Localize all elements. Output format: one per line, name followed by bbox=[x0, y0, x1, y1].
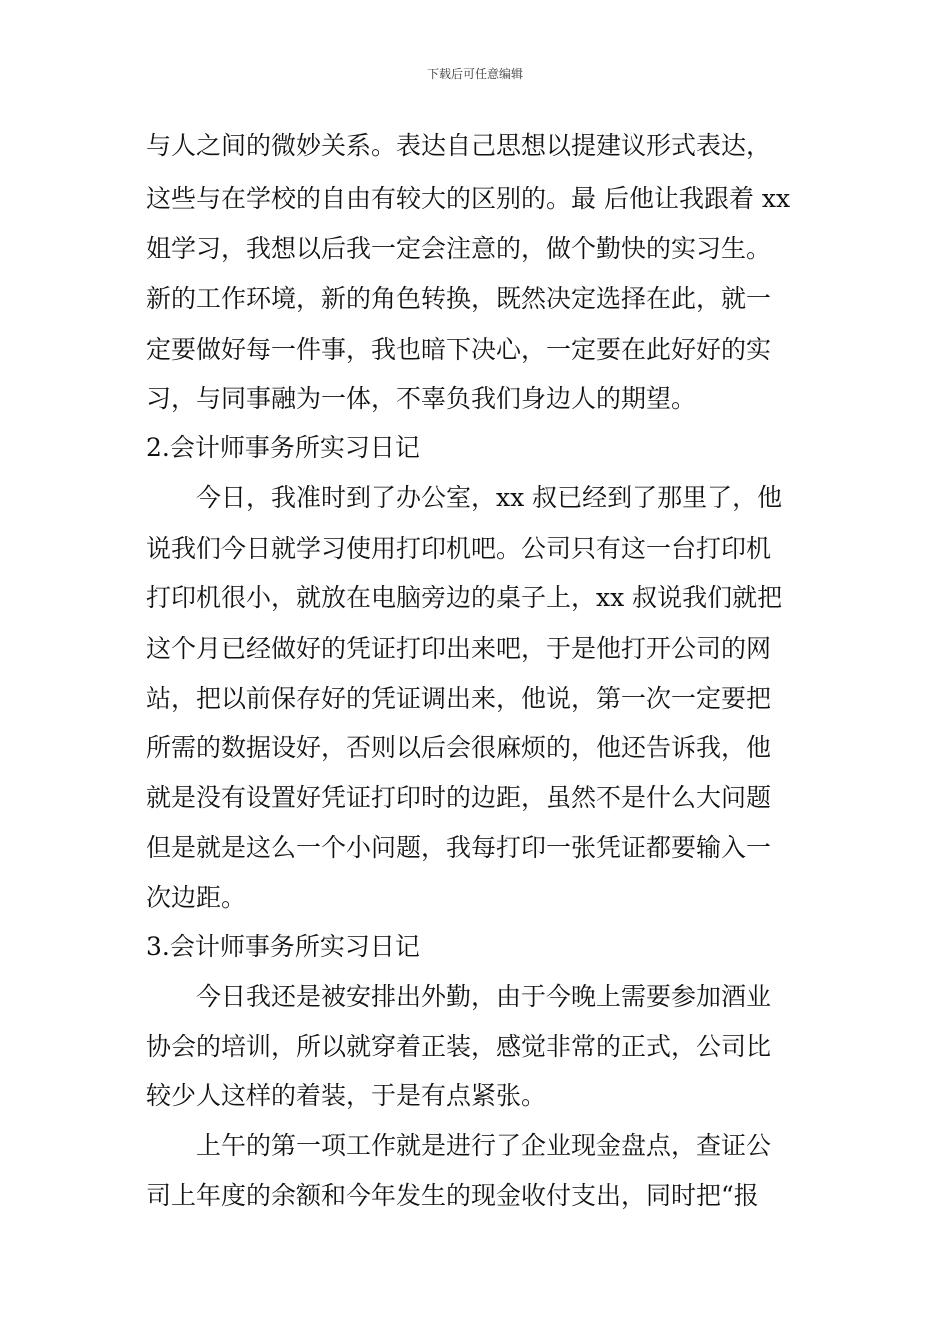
text-line: 定要做好每一件事，我也暗下决心，一定要在此好好的实 bbox=[146, 335, 772, 364]
text-line: 今日，我准时到了办公室，xx 叔已经到了那里了，他 bbox=[146, 483, 783, 512]
section-heading: 3.会计师事务所实习日记 bbox=[146, 932, 420, 961]
text-line: 但是就是这么一个小问题，我每打印一张凭证都要输入一 bbox=[146, 833, 772, 862]
text-line: 新的工作环境，新的角色转换，既然决定选择在此，就一 bbox=[146, 284, 772, 313]
text-line: 上午的第一项工作就是进行了企业现金盘点，查证公 bbox=[146, 1131, 772, 1160]
text-line: 就是没有设置好凭证打印时的边距，虽然不是什么大问题 bbox=[146, 783, 772, 812]
text-line: 协会的培训，所以就穿着正装，感觉非常的正式，公司比 bbox=[146, 1032, 772, 1061]
text-line: 站，把以前保存好的凭证调出来，他说，第一次一定要把 bbox=[146, 684, 772, 713]
text-line: 较少人这样的着装，于是有点紧张。 bbox=[146, 1081, 547, 1110]
text-line: 与人之间的微妙关系。表达自己思想以提建议形式表达， bbox=[146, 131, 772, 160]
text-line: 所需的数据设好，否则以后会很麻烦的，他还告诉我，他 bbox=[146, 733, 772, 762]
text-line: 次边距。 bbox=[146, 883, 247, 912]
page-header: 下载后可任意编辑 bbox=[426, 67, 523, 81]
text-line: 司上年度的余额和今年发生的现金收付支出，同时把“报 bbox=[146, 1181, 759, 1210]
text-line: 习，与同事融为一体，不辜负我们身边人的期望。 bbox=[146, 384, 697, 413]
section-heading: 2.会计师事务所实习日记 bbox=[146, 433, 420, 462]
text-line: 说我们今日就学习使用打印机吧。公司只有这一台打印机 bbox=[146, 534, 772, 563]
text-line: 这个月已经做好的凭证打印出来吧，于是他打开公司的网 bbox=[146, 634, 772, 663]
text-line: 这些与在学校的自由有较大的区别的。最 后他让我跟着 xx bbox=[146, 184, 791, 213]
text-line: 打印机很小，就放在电脑旁边的桌子上，xx 叔说我们就把 bbox=[146, 583, 783, 612]
text-line: 今日我还是被安排出外勤，由于今晚上需要参加酒业 bbox=[146, 982, 772, 1011]
text-line: 姐学习，我想以后我一定会注意的，做个勤快的实习生。 bbox=[146, 234, 772, 263]
